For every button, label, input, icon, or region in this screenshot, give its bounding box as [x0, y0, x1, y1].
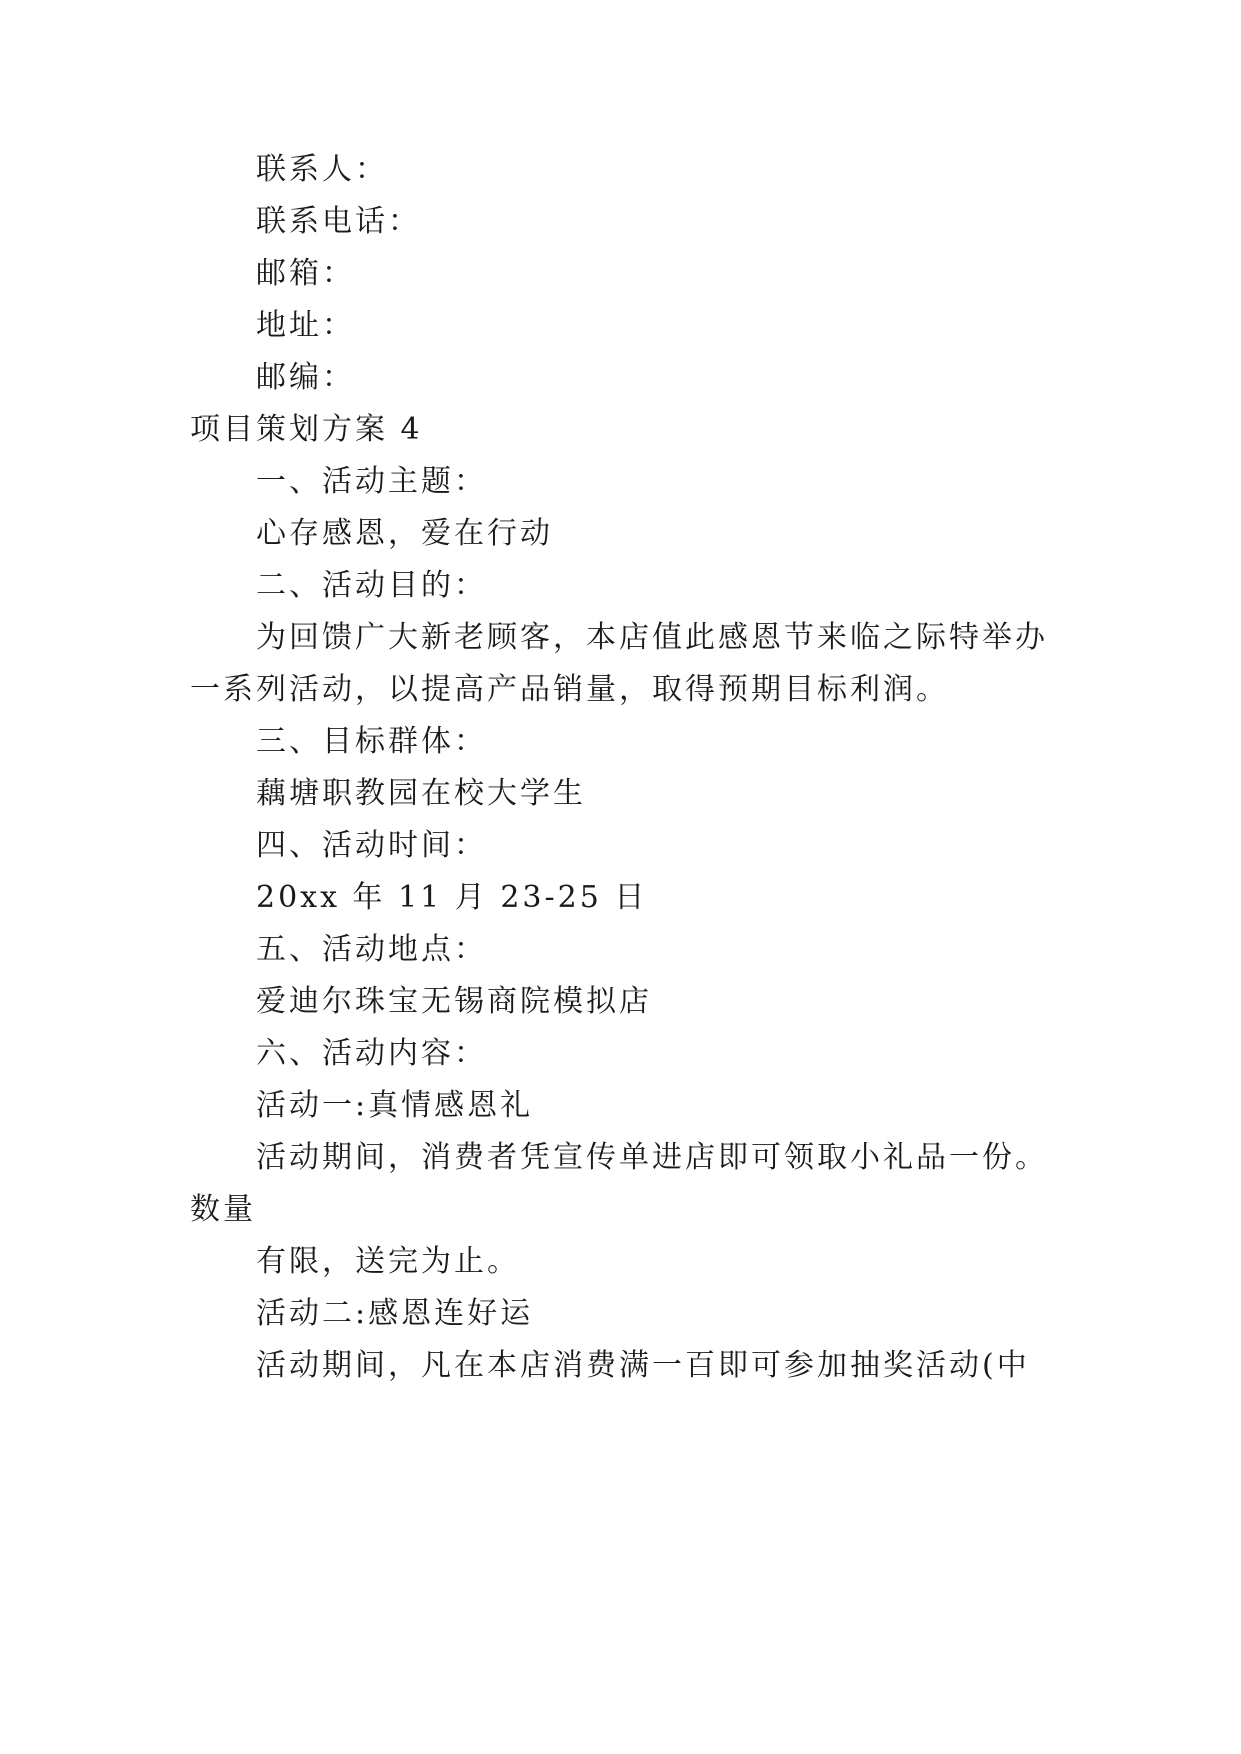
theme-text: 心存感恩，爱在行动 — [256, 516, 553, 551]
content-heading: 六、活动内容： — [256, 1036, 487, 1071]
place-text: 爱迪尔珠宝无锡商院模拟店 — [256, 984, 652, 1019]
contact-address-label: 地址： — [256, 308, 355, 343]
contact-email-label: 邮箱： — [256, 256, 355, 291]
contact-phone-label: 联系电话： — [256, 204, 421, 239]
place-heading: 五、活动地点： — [256, 932, 487, 967]
purpose-heading: 二、活动目的： — [256, 568, 487, 603]
target-heading: 三、目标群体： — [256, 724, 487, 759]
time-heading: 四、活动时间： — [256, 828, 487, 863]
purpose-text-line-2: 一系列活动，以提高产品销量，取得预期目标利润。 — [190, 672, 949, 707]
time-text: 20xx 年 11 月 23-25 日 — [256, 880, 648, 915]
purpose-text-line-1: 为回馈广大新老顾客，本店值此感恩节来临之际特举办 — [256, 620, 1048, 655]
activity-1-text-line-3: 有限，送完为止。 — [256, 1244, 520, 1279]
activity-1-text-line-1: 活动期间，消费者凭宣传单进店即可领取小礼品一份。 — [256, 1140, 1048, 1175]
section-title: 项目策划方案 4 — [190, 412, 423, 447]
activity-2-text-line-1: 活动期间，凡在本店消费满一百即可参加抽奖活动(中 — [256, 1348, 1030, 1383]
contact-postcode-label: 邮编： — [256, 360, 355, 395]
activity-1-text-line-2: 数量 — [190, 1192, 256, 1227]
activity-2-title: 活动二:感恩连好运 — [256, 1296, 534, 1331]
contact-person-label: 联系人： — [256, 152, 388, 187]
activity-1-title: 活动一:真情感恩礼 — [256, 1088, 534, 1123]
theme-heading: 一、活动主题： — [256, 464, 487, 499]
target-text: 藕塘职教园在校大学生 — [256, 776, 586, 811]
